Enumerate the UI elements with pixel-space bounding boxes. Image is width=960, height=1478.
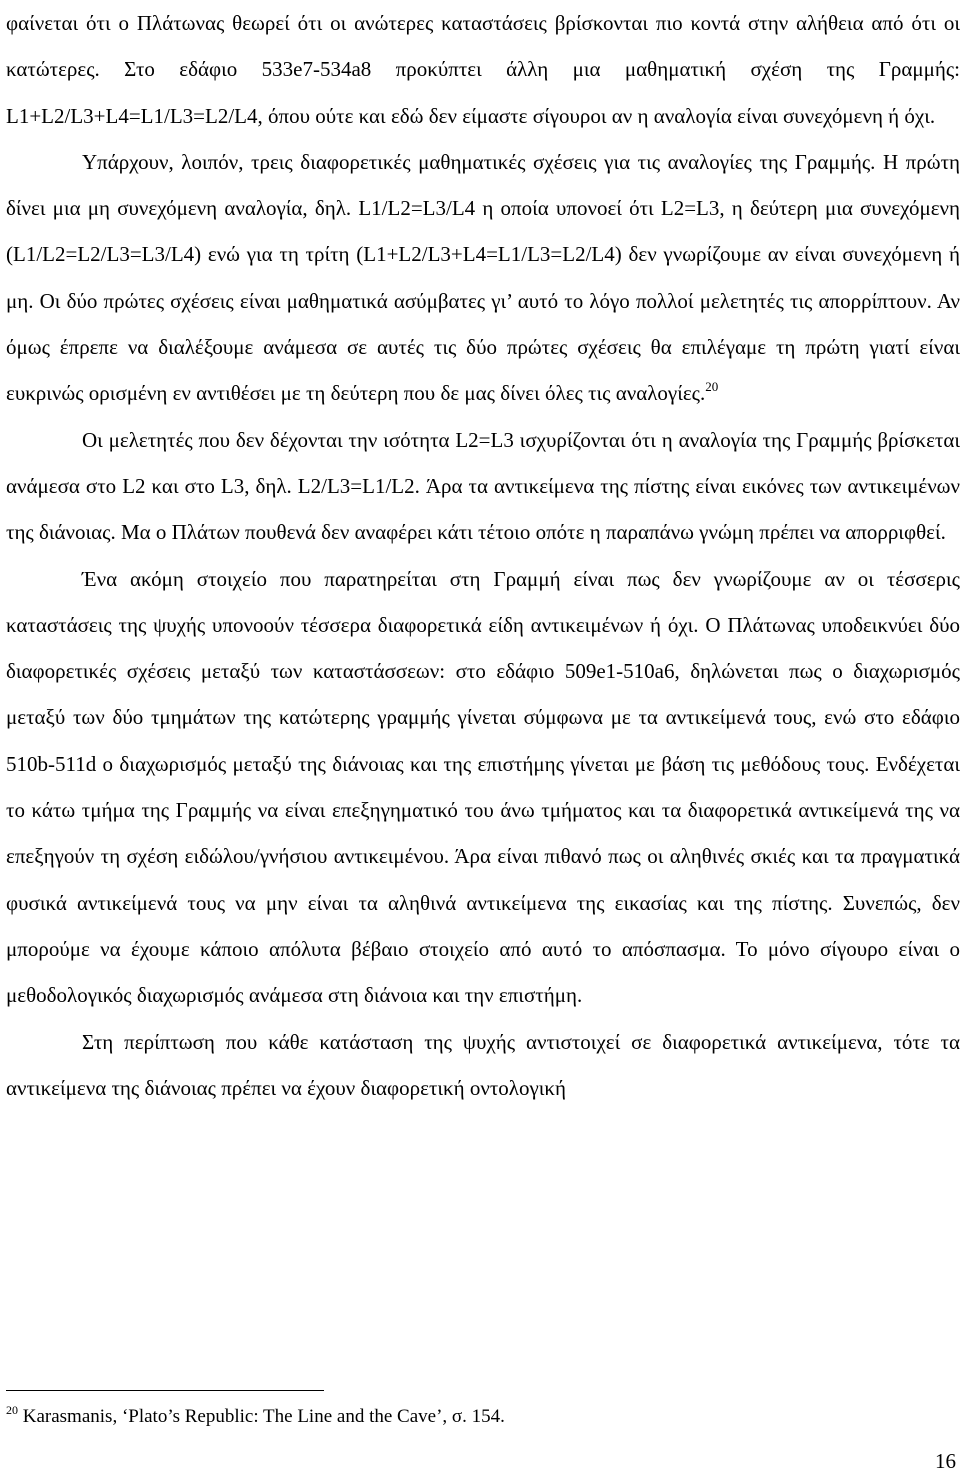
paragraph-2 (6, 139, 960, 417)
footnote (6, 1404, 946, 1430)
paragraph-3: Οι μελετητές που δεν δέχονται την ισότητα L2=L3 ισχυρίζονται ότι η αναλογία της Γραμμής βρίσκεται ανάμεσα στο L2 και στο L3, δηλ. L2/L3=L1/L2. Άρα τα αντικείμενα της πίστης είναι εικόνες των αντικειμένων της διάνοιας. Μα ο Πλάτων πουθενά δεν αναφέρει κάτι τέτοιο οπότε η παραπάνω γνώμη πρέπει να απορριφθεί. (6, 427, 960, 545)
footnote-text: Karasmanis, ‘Plato’s Republic: The Line and the Cave’, σ. 154. (18, 1406, 505, 1427)
paragraph-1: φαίνεται ότι ο Πλάτωνας θεωρεί ότι οι ανώτερες καταστάσεις βρίσκονται πιο κοντά στην αλήθεια από ότι οι κατώτερες. Στο εδάφιο 533e7-534a8 προκύπτει άλλη μια μαθηματική σχέση της Γραμμής: L1+L2/L3+L4=L1/L3=L2/L4, όπου ούτε και εδώ δεν είμαστε σίγουροι αν η αναλογία είναι συνεχόμενη ή όχι. (6, 11, 960, 128)
paragraph-2-text: Υπάρχουν, λοιπόν, τρεις διαφορετικές μαθηματικές σχέσεις για τις αναλογίες της Γραμμής. Η πρώτη δίνει μια μη συνεχόμενη αναλογία, δηλ. L1/L2=L3/L4 η οποία υπονοεί ότι L2=L3, η δεύτερη μια συνεχόμενη (L1/L2=L2/L3=L3/L4) ενώ για τη τρίτη (L1+L2/L3+L4=L1/L3=L2/L4) δεν γνωρίζουμε αν είναι συνεχόμενη ή μη. Οι δύο πρώτες σχέσεις είναι μαθηματικά ασύμβατες γι’ αυτό το λόγο πολλοί μελετητές τις απορρίπτουν. Αν όμως έπρεπε να διαλέξουμε ανάμεσα σε αυτές τις δύο πρώτες σχέσεις θα επιλέγαμε τη πρώτη γιατί είναι ευκρινώς ορισμένη εν αντιθέσει με τη δεύτερη που δε μας δίνει όλες τις αναλογίες. (6, 149, 960, 406)
page-number: 16 (935, 1449, 956, 1473)
footnote-separator (6, 1390, 324, 1391)
paragraph-5: Στη περίπτωση που κάθε κατάσταση της ψυχής αντιστοιχεί σε διαφορετικά αντικείμενα, τότε τα αντικείμενα της διάνοιας πρέπει να έχουν διαφορετική οντολογική (6, 1029, 960, 1100)
footnote-number: 20 (6, 1403, 18, 1417)
footnote-reference: 20 (705, 379, 719, 395)
page-body (6, 0, 960, 1111)
paragraph-4: Ένα ακόμη στοιχείο που παρατηρείται στη Γραμμή είναι πως δεν γνωρίζουμε αν οι τέσσερις καταστάσεις της ψυχής υπονοούν τέσσερα διαφορετικά είδη αντικειμένων ή όχι. Ο Πλάτωνας υποδεικνύει δύο διαφορετικές σχέσεις μεταξύ των καταστάσσεων: στο εδάφιο 509e1-510a6, δηλώνεται πως ο διαχωρισμός μεταξύ των δύο τμημάτων της κατώτερης γραμμής γίνεται σύμφωνα με τα αντικείμενά τους, ενώ στο εδάφιο 510b-511d ο διαχωρισμός μεταξύ της διάνοιας και της επιστήμης γίνεται με βάση τις μεθόδους τους. Ενδέχεται το κάτω τμήμα της Γραμμής να είναι επεξηγηματικό του άνω τμήματος και τα διαφορετικά αντικείμενά της να επεξηγούν τη σχέση ειδώλου/γνήσιου αντικειμένου. Άρα είναι πιθανό πως οι αληθινές σκιές και τα πραγματικά φυσικά αντικείμενά τους να μην είναι τα αληθινά αντικείμενα της εικασίας και της πίστης. Συνεπώς, δεν μπορούμε να έχουμε κάποιο απόλυτα βέβαιο στοιχείο από αυτό το απόσπασμα. Το μόνο σίγουρο είναι ο μεθοδολογικός διαχωρισμός ανάμεσα στη διάνοια και την επιστήμη. (6, 566, 960, 1008)
